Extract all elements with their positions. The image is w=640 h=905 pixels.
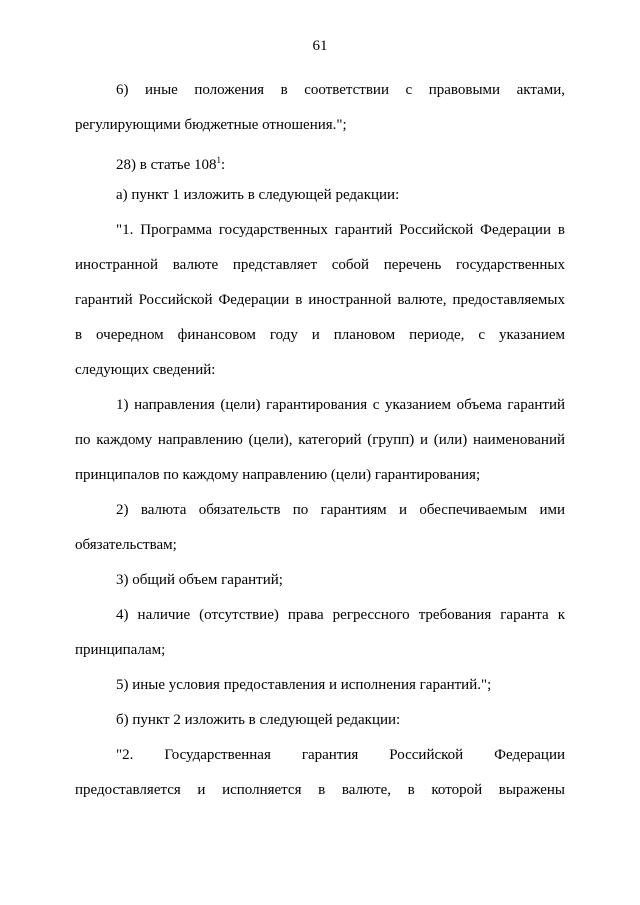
text-line: предоставляется и исполняется в валюте, в которой выражены <box>75 782 565 798</box>
text-line: обязательствам; <box>75 537 177 553</box>
paragraph-sub-a <box>75 178 565 213</box>
superscript: 1 <box>216 155 222 165</box>
text-line: принципалам; <box>75 642 166 658</box>
text-line: 5) иные условия предоставления и исполнения гарантий."; <box>116 677 492 693</box>
text-line: 6) иные положения в соответствии с правовыми актами, <box>116 82 565 98</box>
text-line: "1. Программа государственных гарантий Российской Федерации в <box>116 222 565 238</box>
text-line: следующих сведений: <box>75 362 216 378</box>
text-line: а) пункт 1 изложить в следующей редакции: <box>116 187 400 203</box>
text-line: б) пункт 2 изложить в следующей редакции: <box>116 712 401 728</box>
text-line: 1) направления (цели) гарантирования с указанием объема гарантий <box>116 397 565 413</box>
paragraph-guarantee-currency <box>75 738 565 808</box>
article-ref-text: 28) в статье 108 <box>116 157 217 173</box>
paragraph-item-3 <box>75 563 565 598</box>
text-line: в очередном финансовом году и плановом периоде, с указанием <box>75 327 565 343</box>
text-line: 4) наличие (отсутствие) права регрессного требования гаранта к <box>116 607 565 623</box>
text-line <box>75 143 565 178</box>
text-line: гарантий Российской Федерации в иностранной валюте, предоставляемых <box>75 292 565 308</box>
page-number: 61 <box>312 38 328 54</box>
article-ref-tail: : <box>221 157 226 173</box>
text-line: принципалов по каждому направлению (цели) гарантирования; <box>75 467 481 483</box>
paragraph-article-108 <box>75 143 565 178</box>
document-body <box>75 73 565 808</box>
paragraph-item-2 <box>75 493 565 563</box>
paragraph-program-definition <box>75 213 565 388</box>
text-line: регулирующими бюджетные отношения."; <box>75 117 347 133</box>
paragraph-item-6 <box>75 73 565 143</box>
text-line: 3) общий объем гарантий; <box>116 572 283 588</box>
paragraph-item-5 <box>75 668 565 703</box>
text-line: иностранной валюте представляет собой перечень государственных <box>75 257 565 273</box>
text-line: 2) валюта обязательств по гарантиям и обеспечиваемым ими <box>116 502 565 518</box>
text-line: "2. Государственная гарантия Российской Федерации <box>116 747 565 763</box>
paragraph-item-1 <box>75 388 565 493</box>
text-line: по каждому направлению (цели), категорий (групп) и (или) наименований <box>75 432 565 448</box>
paragraph-item-4 <box>75 598 565 668</box>
paragraph-sub-b <box>75 703 565 738</box>
